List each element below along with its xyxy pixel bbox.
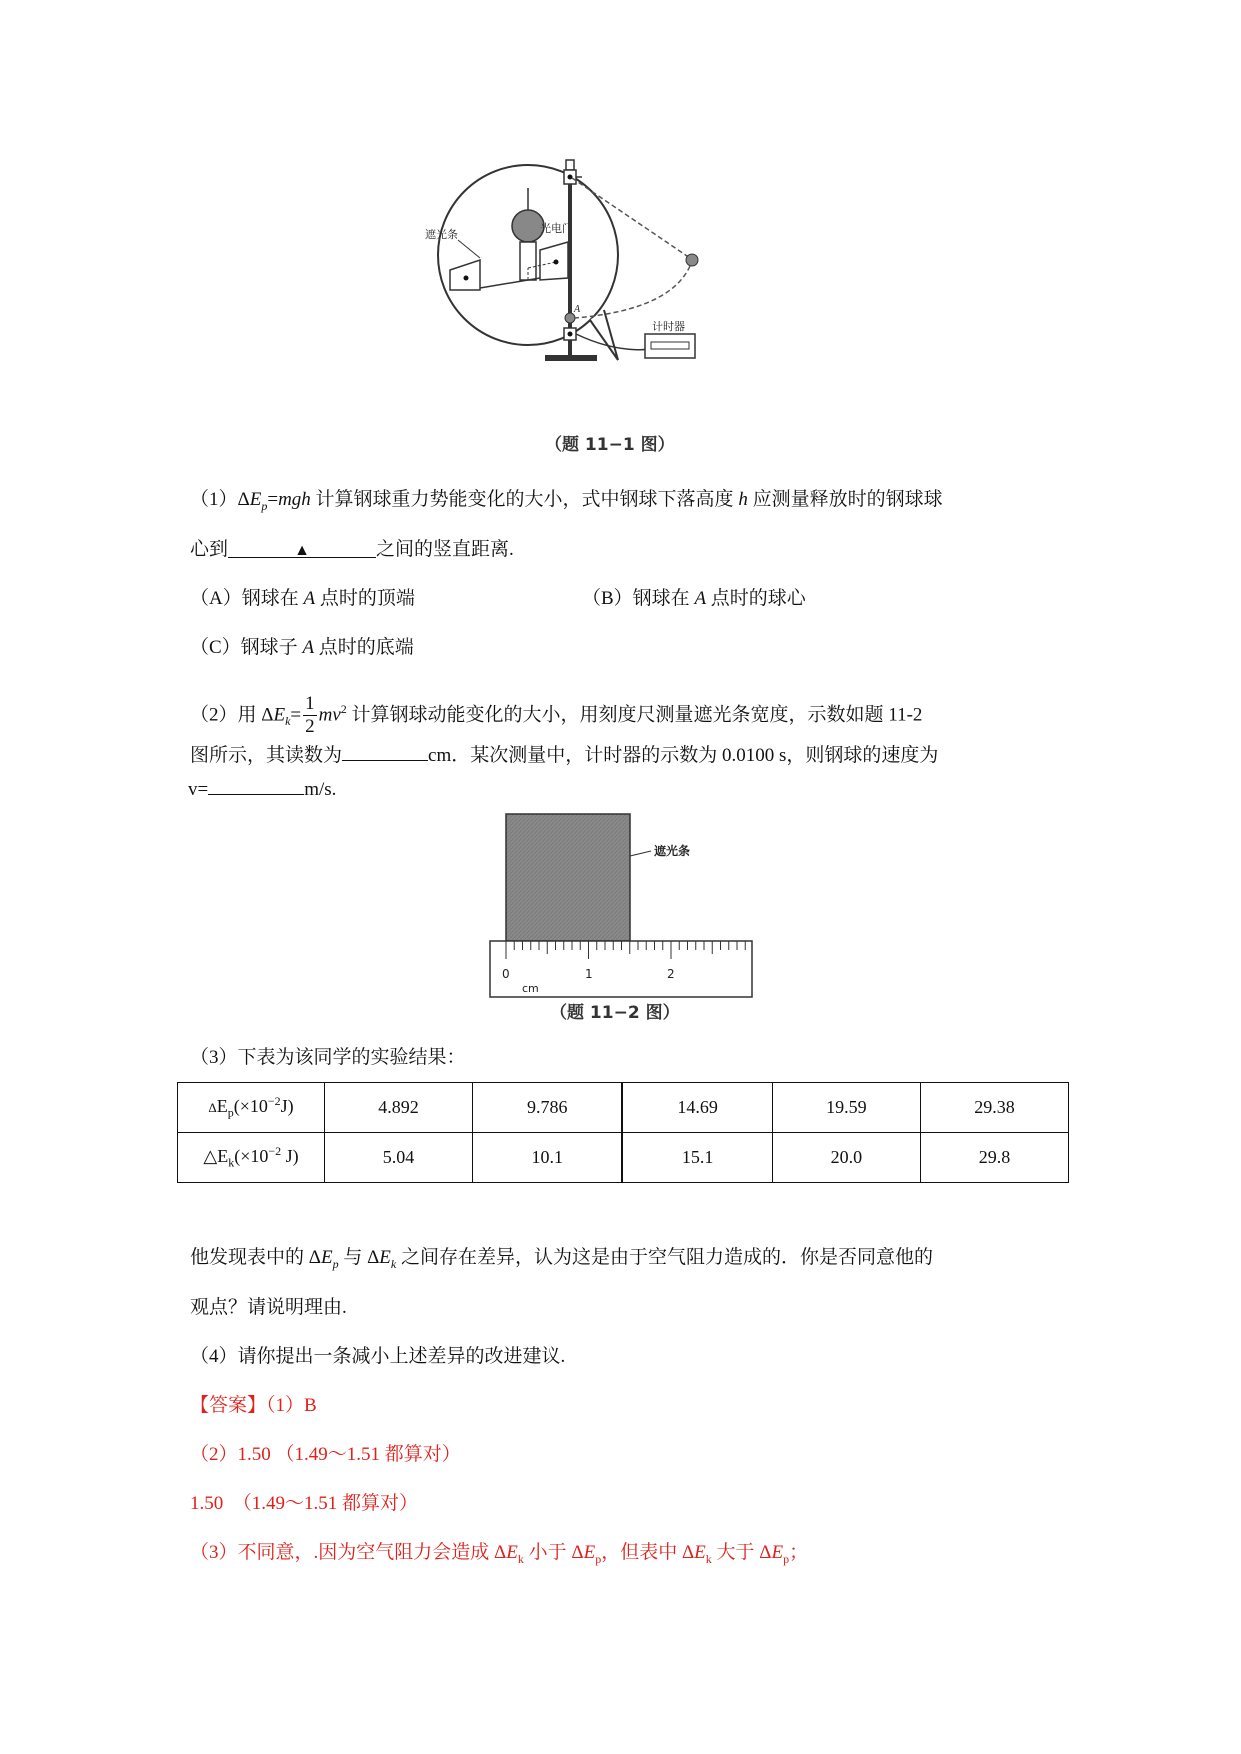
ruler-tick-0: 0 bbox=[502, 967, 510, 981]
row-label-ek: $\triangle E_k(\times 10^{-2}$ J) bbox=[178, 1133, 325, 1183]
label-zheguangtiao-1: 遮光条 bbox=[425, 228, 458, 241]
row-label-ep: $\Delta E_p(\times 10^{-2}J)$ bbox=[178, 1083, 325, 1133]
answer-2: （2）1.50 （1.49～1.51 都算对） bbox=[190, 1444, 461, 1465]
option-A[interactable]: （A）钢球在 A 点时的顶端 bbox=[190, 588, 415, 609]
label-A: A bbox=[574, 304, 581, 315]
q2-line1: （2）用 $\Delta E_k=$ $\frac{1}{2}$ $mv^2$ 计算钢球动能变化的大小，用刻度尺测量遮光条宽度，示数如题 11-2 bbox=[190, 693, 923, 738]
table-cell: 15.1 bbox=[622, 1133, 772, 1183]
shading-strip bbox=[506, 814, 630, 941]
figure-11-2 bbox=[486, 806, 756, 996]
table-cell: 4.892 bbox=[325, 1083, 473, 1133]
table-cell: 19.59 bbox=[772, 1083, 920, 1133]
q2-line2: 图所示，其读数为 cm．某次测量中，计时器的示数为 0.0100 s，则钢球的速度为 bbox=[190, 742, 938, 768]
q2-line3: v= m/s. bbox=[188, 776, 336, 802]
q1-line2: 心到 ▲ 之间的竖直距离. bbox=[190, 539, 514, 560]
label-zheguangtiao-2: 遮光条 bbox=[654, 844, 691, 858]
figure1-caption: （题 11−1 图） bbox=[545, 435, 675, 455]
answer-blank-width[interactable] bbox=[342, 742, 428, 761]
q1-line1: $(1)\Delta E_p=mgh$ 计算钢球重力势能变化的大小，式中钢球下落高度 h 应测量释放时的钢球球 bbox=[190, 489, 943, 513]
ruler-tick-2: 2 bbox=[667, 967, 675, 981]
results-table bbox=[177, 1082, 1069, 1183]
table-row bbox=[178, 1083, 1069, 1133]
ruler-tick-1: 1 bbox=[585, 967, 593, 981]
table-cell: 10.1 bbox=[473, 1133, 623, 1183]
option-C[interactable]: （C）钢球子 A 点时的底端 bbox=[190, 637, 414, 658]
table-cell: 14.69 bbox=[622, 1083, 772, 1133]
answer-2b: 1.50 （1.49～1.51 都算对） bbox=[190, 1493, 419, 1514]
q3-after-line1: 他发现表中的 $\Delta E_p$ 与 $\Delta E_k$ 之间存在差异，认为这是由于空气阻力造成的．你是否同意他的 bbox=[190, 1247, 933, 1271]
table-cell: 29.8 bbox=[920, 1133, 1068, 1183]
answer-blank-velocity[interactable] bbox=[208, 776, 304, 795]
table-cell: 5.04 bbox=[325, 1133, 473, 1183]
answer-tag: 【答案】 bbox=[190, 1395, 267, 1416]
table-cell: 9.786 bbox=[473, 1083, 623, 1133]
q4-text: （4）请你提出一条减小上述差异的改进建议. bbox=[190, 1346, 566, 1367]
option-B[interactable]: （B）钢球在 A 点时的球心 bbox=[582, 588, 806, 609]
answer-blank-1[interactable]: ▲ bbox=[228, 539, 376, 558]
label-jishiqi: 计时器 bbox=[652, 320, 685, 333]
table-cell: 20.0 bbox=[772, 1133, 920, 1183]
figure-11-1 bbox=[425, 160, 780, 410]
ruler-unit: cm bbox=[522, 982, 539, 995]
q3-intro: （3）下表为该同学的实验结果： bbox=[190, 1047, 466, 1068]
q3-after-line2: 观点？请说明理由. bbox=[190, 1297, 347, 1318]
table-cell: 29.38 bbox=[920, 1083, 1068, 1133]
fraction-one-half: $\frac{1}{2}$ bbox=[305, 693, 315, 738]
answer-3: （3）不同意，.因为空气阻力会造成 $\Delta E_k$ 小于 $\Delta E_p$，但表中 $\Delta E_k$ 大于 $\Delta E_p$； bbox=[190, 1542, 809, 1566]
table-row bbox=[178, 1133, 1069, 1183]
figure2-caption: （题 11−2 图） bbox=[550, 1003, 680, 1023]
label-guangdianmen: 光电门 bbox=[540, 222, 573, 235]
answer-1: 【答案】（1）B bbox=[190, 1395, 317, 1416]
